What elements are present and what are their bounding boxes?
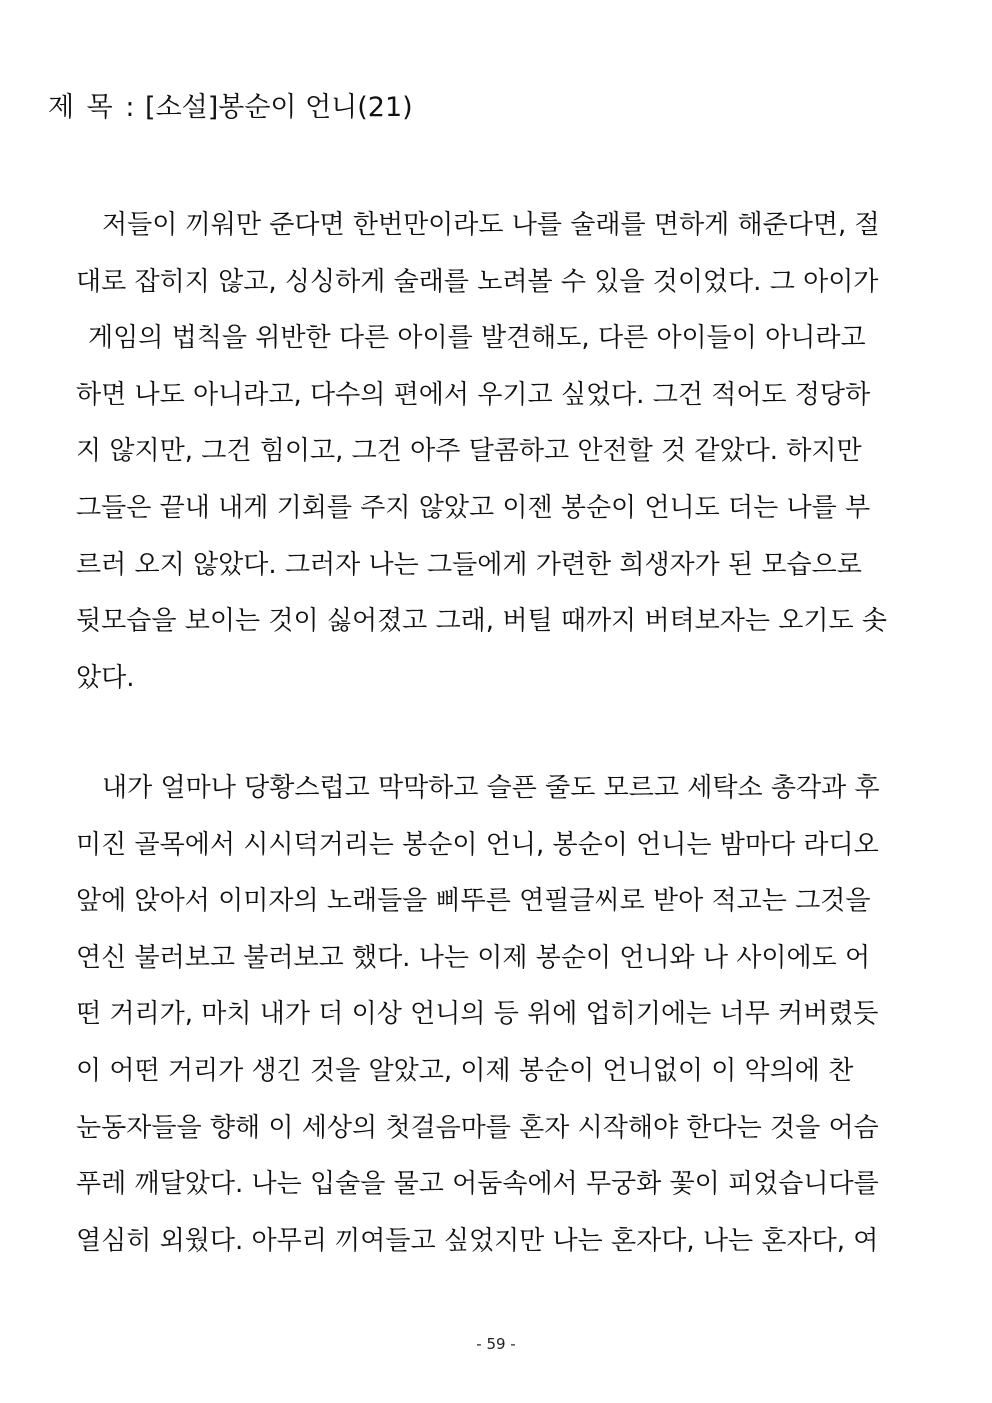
text-line: 르러 오지 않았다. 그러자 나는 그들에게 가련한 희생자가 된 모습으로 <box>76 549 862 580</box>
text-line: 이 어떤 거리가 생긴 것을 알았고, 이제 봉순이 언니없이 이 악의에 찬 <box>76 1055 854 1086</box>
text-line: 저들이 끼워만 준다면 한번만이라도 나를 술래를 면하게 해준다면, 절 <box>102 210 880 240</box>
text-line: 미진 골목에서 시시덕거리는 봉순이 언니, 봉순이 언니는 밤마다 라디오 <box>76 829 879 860</box>
text-line: 았다. <box>76 662 135 693</box>
title-text: [소설]봉순이 언니(21) <box>145 92 413 123</box>
text-line: 뒷모습을 보이는 것이 싫어졌고 그래, 버틸 때까지 버텨보자는 오기도 솟 <box>76 606 888 637</box>
text-line: 앞에 앉아서 이미자의 노래들을 삐뚜른 연필글씨로 받아 적고는 그것을 <box>76 886 871 917</box>
text-line: 게임의 법칙을 위반한 다른 아이를 발견해도, 다른 아이들이 아니라고 <box>88 323 866 354</box>
document-title <box>48 88 413 128</box>
paragraph-1 <box>76 197 936 706</box>
paragraph-2 <box>76 760 936 1269</box>
text-line: 눈동자들을 향해 이 세상의 첫걸음마를 혼자 시작해야 한다는 것을 어슴 <box>76 1112 879 1143</box>
text-line: 푸레 깨달았다. 나는 입술을 물고 어둠속에서 무궁화 꽃이 피었습니다를 <box>76 1169 879 1200</box>
text-line: 떤 거리가, 마치 내가 더 이상 언니의 등 위에 업히기에는 너무 커버렸듯 <box>76 999 879 1030</box>
page-number: - 59 - <box>476 1335 516 1353</box>
text-line: 내가 얼마나 당황스럽고 막막하고 슬픈 줄도 모르고 세탁소 총각과 후 <box>102 773 880 803</box>
text-line: 하면 나도 아니라고, 다수의 편에서 우기고 싶었다. 그건 적어도 정당하 <box>76 379 871 410</box>
text-line: 그들은 끝내 내게 기회를 주지 않았고 이젠 봉순이 언니도 더는 나를 부 <box>76 492 871 523</box>
text-line: 지 않지만, 그건 힘이고, 그건 아주 달콤하고 안전할 것 같았다. 하지만 <box>76 436 862 467</box>
title-label: 제 목 : <box>48 92 137 123</box>
text-line: 연신 불러보고 불러보고 했다. 나는 이제 봉순이 언니와 나 사이에도 어 <box>76 942 871 973</box>
text-line: 대로 잡히지 않고, 싱싱하게 술래를 노려볼 수 있을 것이었다. 그 아이가 <box>76 266 879 297</box>
text-line: 열심히 외웠다. 아무리 끼여들고 싶었지만 나는 혼자다, 나는 혼자다, 여 <box>76 1225 879 1256</box>
